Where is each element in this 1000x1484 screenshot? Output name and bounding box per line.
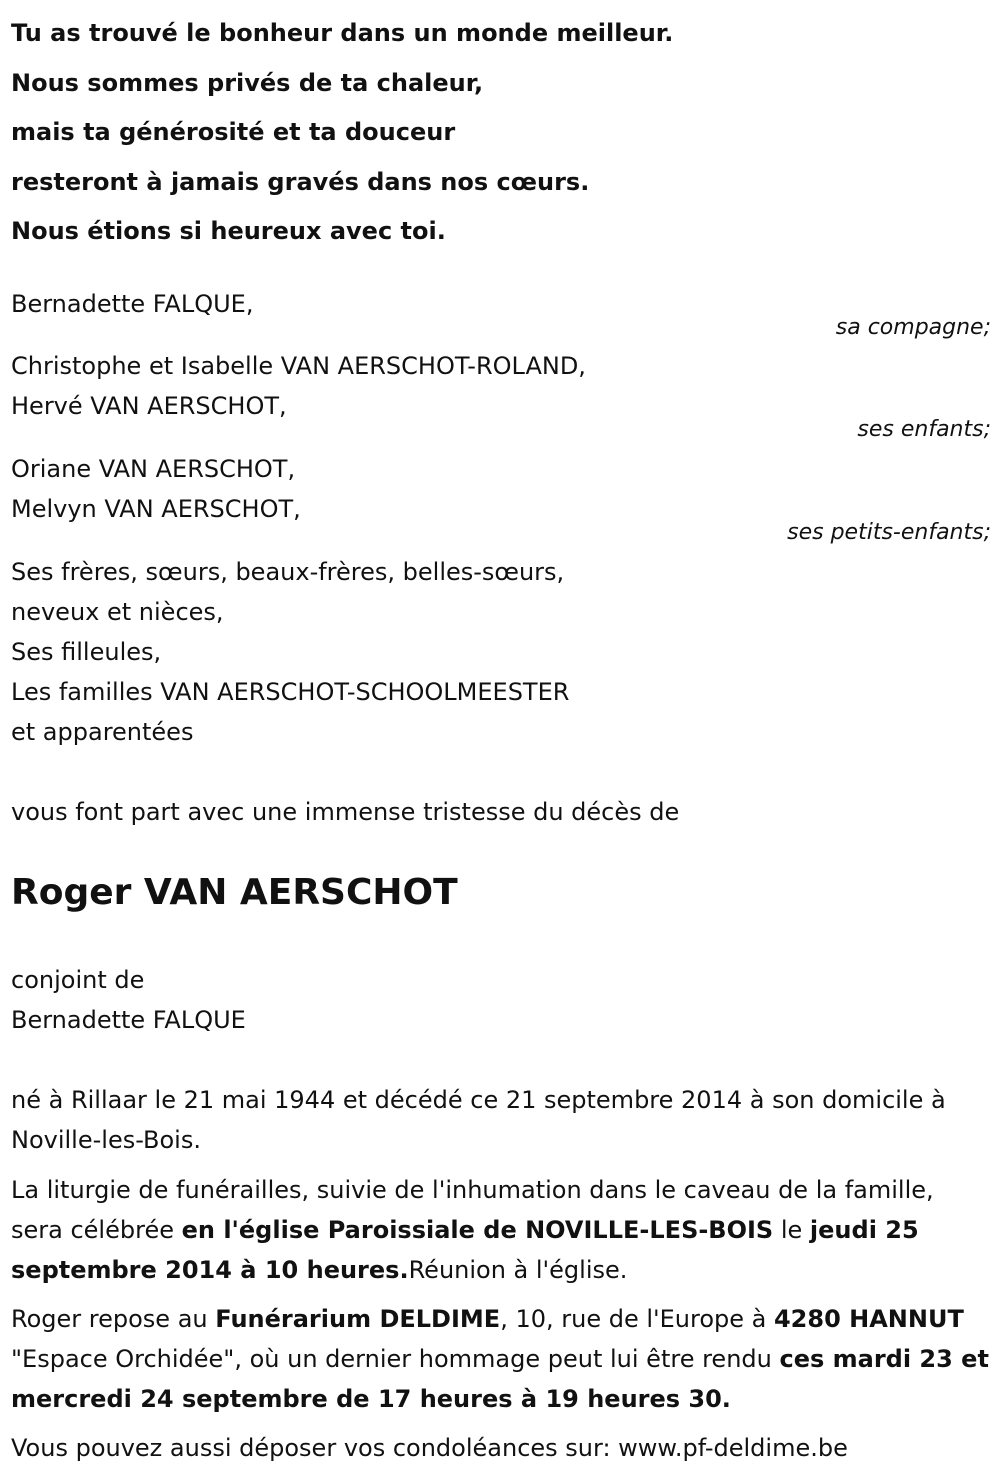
child-name: Hervé VAN AERSCHOT, bbox=[11, 392, 287, 420]
poem-line: Nous sommes privés de ta chaleur, bbox=[11, 68, 484, 97]
funeral-place: en l'église Paroissiale de NOVILLE-LES-BOIS bbox=[181, 1216, 774, 1244]
viewing-text: Roger repose au bbox=[11, 1305, 216, 1333]
poem-line: resteront à jamais gravés dans nos cœurs. bbox=[11, 167, 590, 196]
grandchild-name: Melvyn VAN AERSCHOT, bbox=[11, 495, 301, 523]
poem bbox=[11, 9, 673, 257]
funeral-paragraph bbox=[11, 1170, 991, 1290]
relatives-line: Ses frères, sœurs, beaux-frères, belles-sœurs, bbox=[11, 558, 565, 586]
viewing-paragraph bbox=[11, 1299, 991, 1419]
announcement: vous font part avec une immense tristesse du décès de bbox=[11, 798, 680, 826]
funeral-text: La liturgie de funérailles, suivie de l'inhumation dans le caveau de la famille, sera célébrée bbox=[11, 1176, 934, 1244]
spouse-intro: conjoint de bbox=[11, 966, 145, 994]
viewing-text: "Espace Orchidée", où un dernier hommage peut lui être rendu bbox=[11, 1345, 780, 1373]
viewing-dates: ces mardi 23 et mercredi 24 septembre de 17 heures à 19 heures 30. bbox=[11, 1345, 989, 1413]
viewing-city: 4280 HANNUT bbox=[773, 1305, 964, 1333]
condolences-text: Vous pouvez aussi déposer vos condoléances sur: www.pf-deldime.be bbox=[11, 1434, 848, 1462]
partner-relation: sa compagne; bbox=[835, 315, 991, 340]
grandchildren-relation: ses petits-enfants; bbox=[787, 520, 991, 545]
deceased-name: Roger VAN AERSCHOT bbox=[11, 872, 458, 913]
grandchild-name: Oriane VAN AERSCHOT, bbox=[11, 455, 296, 483]
viewing-place: Funérarium DELDIME bbox=[215, 1305, 501, 1333]
spouse-name: Bernadette FALQUE bbox=[11, 1006, 246, 1034]
partner-name: Bernadette FALQUE, bbox=[11, 290, 254, 318]
relatives-line: et apparentées bbox=[11, 718, 194, 746]
relatives-line: Ses filleules, bbox=[11, 638, 162, 666]
relatives-line: Les familles VAN AERSCHOT-SCHOOLMEESTER bbox=[11, 678, 570, 706]
poem-line: Nous étions si heureux avec toi. bbox=[11, 217, 446, 245]
funeral-datetime: jeudi 25 septembre 2014 à 10 heures. bbox=[11, 1216, 919, 1284]
birth-death-text: né à Rillaar le 21 mai 1944 et décédé ce 21 septembre 2014 à son domicile à Noville-les-Bois. bbox=[11, 1086, 946, 1154]
poem-line: mais ta générosité et ta douceur bbox=[11, 118, 456, 146]
obituary-page bbox=[11, 0, 991, 1484]
funeral-text: Réunion à l'église. bbox=[408, 1256, 628, 1284]
relatives-line: neveux et nièces, bbox=[11, 598, 224, 626]
viewing-text: , 10, rue de l'Europe à bbox=[500, 1305, 774, 1333]
poem-line: Tu as trouvé le bonheur dans un monde meilleur. bbox=[11, 19, 674, 47]
funeral-text: le bbox=[773, 1216, 810, 1244]
child-name: Christophe et Isabelle VAN AERSCHOT-ROLAND, bbox=[11, 352, 586, 380]
children-relation: ses enfants; bbox=[857, 417, 991, 442]
